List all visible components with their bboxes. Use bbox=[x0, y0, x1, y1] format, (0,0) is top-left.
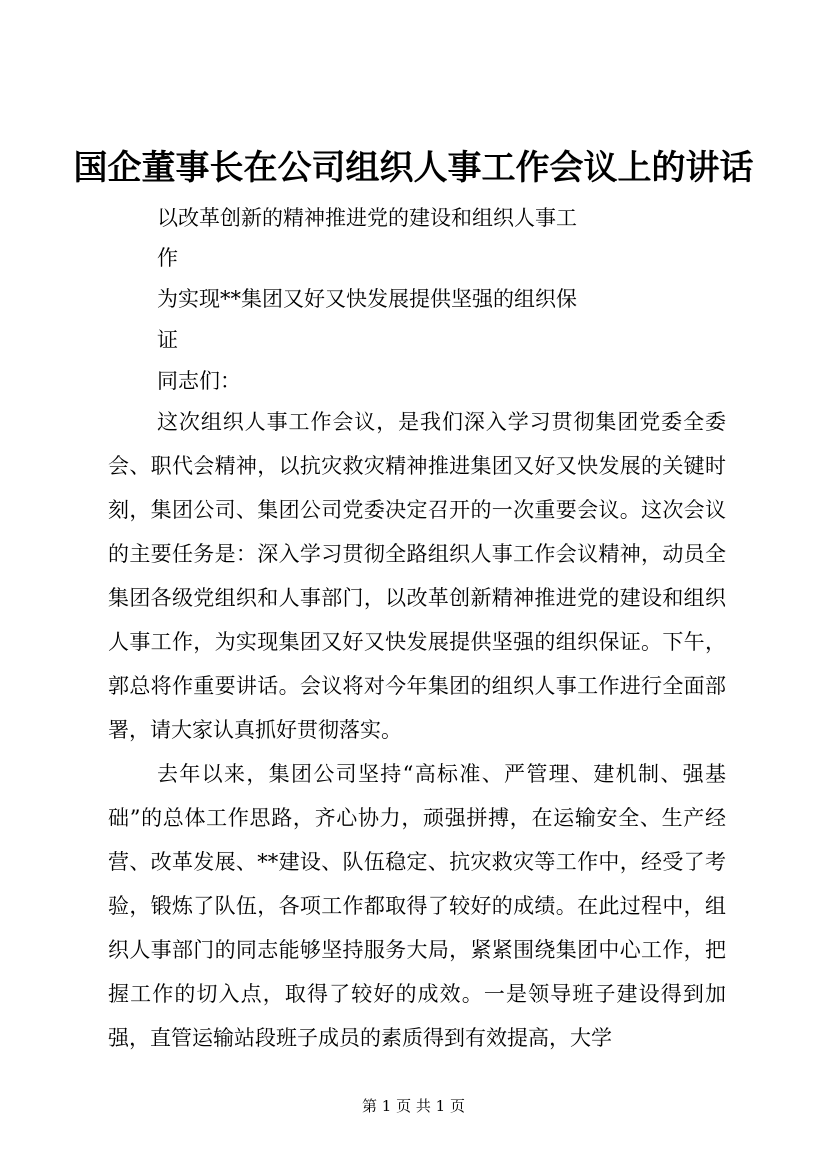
salutation: 同志们： bbox=[157, 369, 241, 393]
body-paragraph-2: 去年以来，集团公司坚持“高标准、严管理、建机制、强基础”的总体工作思路，齐心协力，顽强拼搏，在运输安全、生产经营、改革发展、**建设、队伍稳定、抗灾救灾等工作中，经受了考验，锻炼了队伍，各项工作都取得了较好的成绩。在此过程中，组织人事部门的同志能够坚持服务大局，紧紧围绕集团中心工作，把握工作的切入点，取得了较好的成效。一是领导班子建设得到加强，直管运输站段班子成员的素质得到有效提高，大学 bbox=[108, 762, 726, 1050]
subtitle-line-3: 为实现**集团又好又快发展提供坚强的组织保 bbox=[157, 287, 577, 311]
document-title: 国企董事长在公司组织人事工作会议上的讲话 bbox=[73, 148, 754, 188]
subtitle-line-1: 以改革创新的精神推进党的建设和组织人事工 bbox=[157, 206, 577, 230]
subtitle-line-2: 作 bbox=[157, 246, 178, 270]
subtitle-line-4: 证 bbox=[157, 328, 178, 352]
body-paragraph-1: 这次组织人事工作会议，是我们深入学习贯彻集团党委全委会、职代会精神，以抗灾救灾精神推进集团又好又快发展的关键时刻，集团公司、集团公司党委决定召开的一次重要会议。这次会议的主要任务是：深入学习贯彻全路组织人事工作会议精神，动员全集团各级党组织和人事部门，以改革创新精神推进党的建设和组织人事工作，为实现集团又好又快发展提供坚强的组织保证。下午，郭总将作重要讲话。会议将对今年集团的组织人事工作进行全面部署，请大家认真抓好贯彻落实。 bbox=[108, 410, 726, 742]
page-number-footer: 第 1 页 共 1 页 bbox=[362, 1097, 465, 1115]
